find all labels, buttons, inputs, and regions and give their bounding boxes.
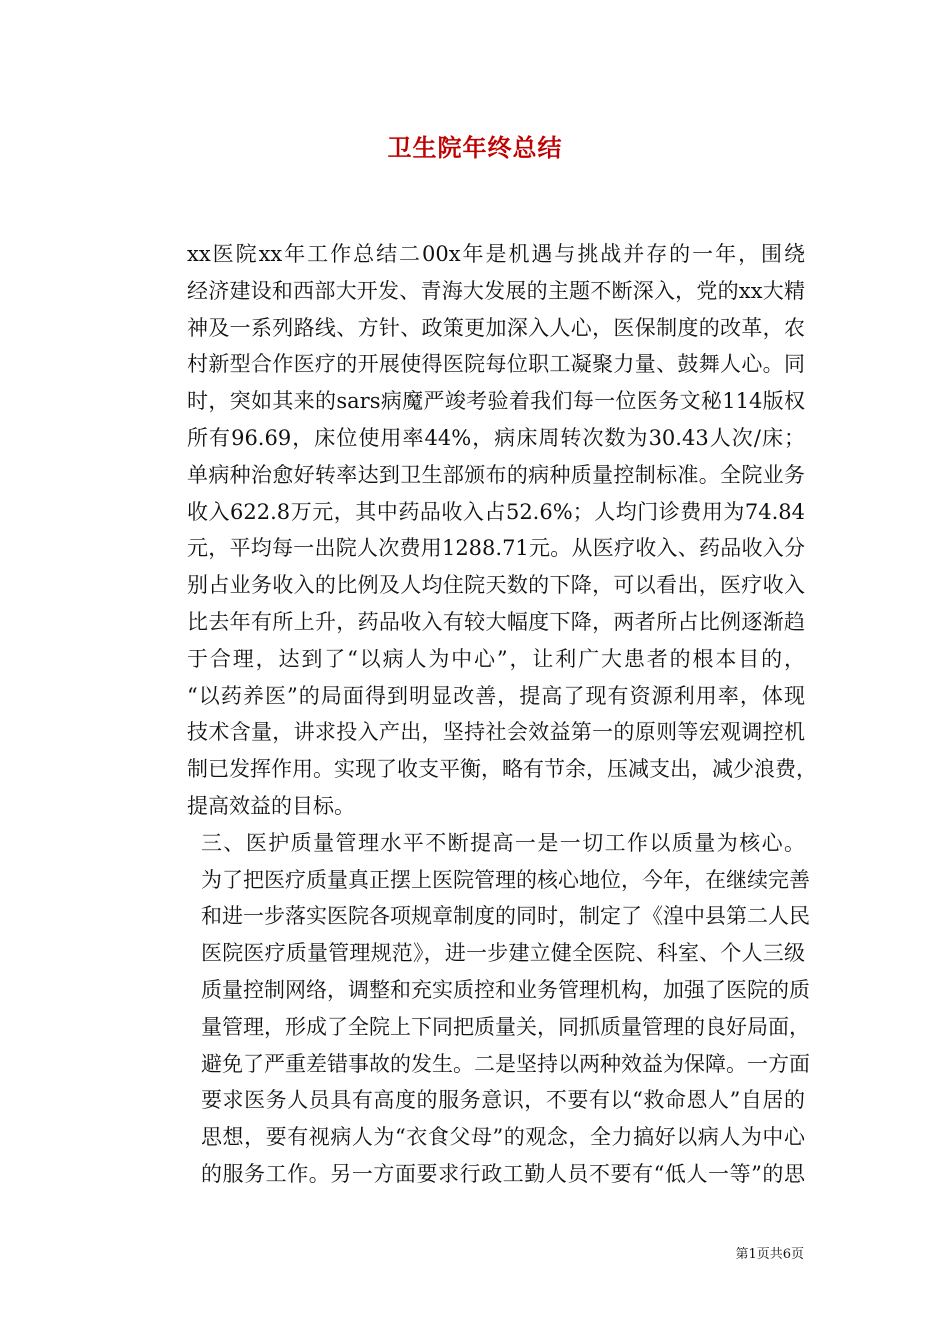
paragraph-1 (145, 236, 817, 825)
text-line: 避免了严重差错事故的发生。二是坚持以两种效益为保障。一方面 (201, 1051, 810, 1076)
text-line: 经济建设和西部大开发、青海大发展的主题不断深入，党的xx大精 (187, 278, 805, 303)
text-line: 时，突如其来的sars病魔严竣考验着我们每一位医务文秘114版权 (187, 389, 805, 414)
text-line: 村新型合作医疗的开展使得医院每位职工凝聚力量、鼓舞人心。同 (187, 352, 805, 377)
text-line: 为了把医疗质量真正摆上医院管理的核心地位，今年，在继续完善 (201, 867, 810, 892)
text-line: 三、医护质量管理水平不断提高一是一切工作以质量为核心。 (201, 830, 805, 855)
text-line: 收入622.8万元，其中药品收入占52.6%；人均门诊费用为74.84 (187, 499, 805, 524)
paragraph-2 (145, 825, 810, 1193)
text-line: 神及一系列路线、方针、政策更加深入人心，医保制度的改革，农 (187, 315, 805, 340)
text-line: 制已发挥作用。实现了收支平衡，略有节余，压减支出，减少浪费， (187, 757, 817, 782)
text-line: 医院医疗质量管理规范》，进一步建立健全医院、科室、个人三级 (201, 941, 805, 966)
text-line: “以药养医”的局面得到明显改善，提高了现有资源利用率，体现 (187, 683, 805, 708)
text-line: xx医院xx年工作总结二00x年是机遇与挑战并存的一年，围绕 (187, 242, 805, 266)
text-line: 要求医务人员具有高度的服务意识，不要有以“救命恩人”自居的 (201, 1088, 805, 1113)
text-line: 于合理，达到了“以病人为中心”，让利广大患者的根本目的， (187, 646, 805, 671)
text-line: 元，平均每一出院人次费用1288.71元。从医疗收入、药品收入分 (187, 536, 805, 561)
document-body (145, 236, 817, 1193)
text-line: 技术含量，讲求投入产出，坚持社会效益第一的原则等宏观调控机 (187, 720, 805, 745)
page-footer: 第1页共6页 (735, 1247, 804, 1262)
text-line: 思想，要有视病人为“衣食父母”的观念，全力搞好以病人为中心 (201, 1125, 805, 1150)
text-line: 的服务工作。另一方面要求行政工勤人员不要有“低人一等”的思 (201, 1161, 805, 1186)
text-line: 所有96.69，床位使用率44%，病床周转次数为30.43人次/床； (187, 425, 805, 450)
text-line: 量管理，形成了全院上下同把质量关，同抓质量管理的良好局面， (201, 1014, 810, 1039)
text-line: 别占业务收入的比例及人均住院天数的下降，可以看出，医疗收入 (187, 573, 805, 598)
text-line: 单病种治愈好转率达到卫生部颁布的病种质量控制标准。全院业务 (187, 462, 805, 487)
document-title: 卫生院年终总结 (387, 134, 563, 162)
text-line: 提高效益的目标。 (187, 793, 355, 818)
text-line: 和进一步落实医院各项规章制度的同时，制定了《湟中县第二人民 (201, 904, 810, 929)
text-line: 比去年有所上升，药品收入有较大幅度下降，两者所占比例逐渐趋 (187, 609, 805, 634)
text-line: 质量控制网络，调整和充实质控和业务管理机构，加强了医院的质 (201, 977, 810, 1002)
